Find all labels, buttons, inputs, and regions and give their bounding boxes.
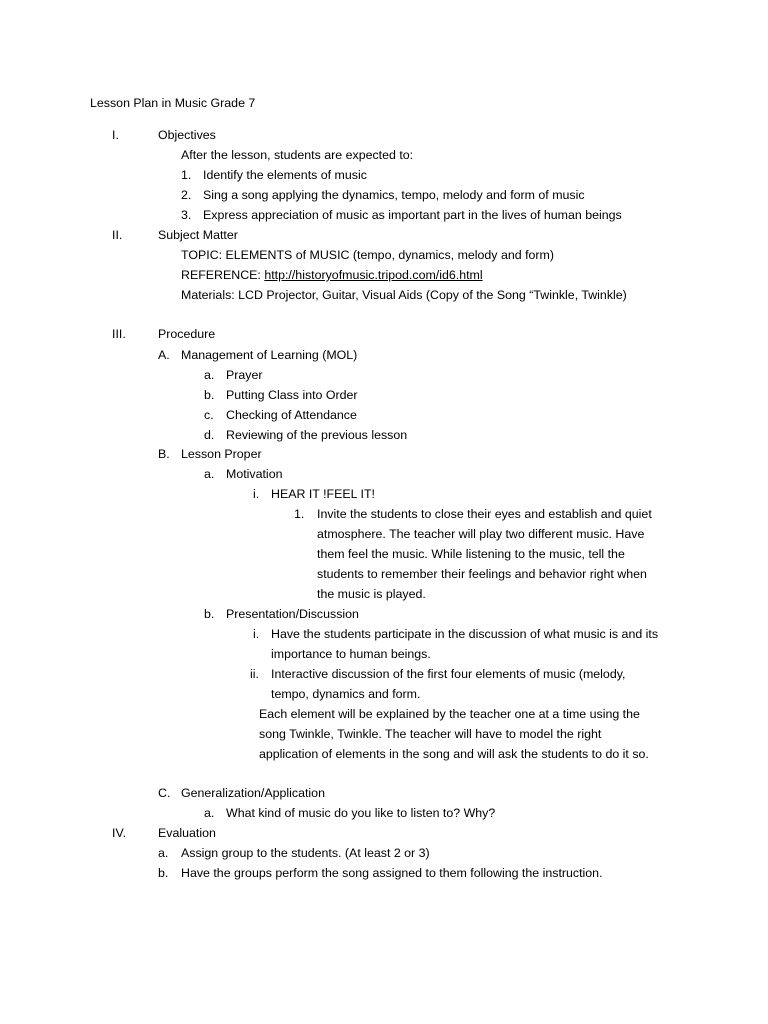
roman-numeral: i. (253, 487, 260, 501)
paragraph-line: Invite the students to close their eyes and establish and quiet (317, 507, 652, 521)
subsection-generalization: Generalization/Application (181, 786, 325, 800)
list-letter: c. (204, 408, 214, 422)
section-number: IV. (112, 826, 127, 840)
list-letter: B. (158, 447, 170, 461)
paragraph-line: atmosphere. The teacher will play two different music. Have (317, 527, 645, 541)
paragraph-line: Each element will be explained by the teacher one at a time using the (259, 707, 640, 721)
section-number: I. (112, 128, 119, 142)
section-number: II. (112, 228, 123, 242)
reference-label: REFERENCE: (181, 268, 265, 282)
paragraph-line: them feel the music. While listening to the music, tell the (317, 547, 625, 561)
list-letter: d. (204, 428, 215, 442)
materials-line: Materials: LCD Projector, Guitar, Visual Aids (Copy of the Song “Twinkle, Twinkle) (181, 288, 627, 302)
list-number: 1. (294, 507, 305, 521)
list-item: Reviewing of the previous lesson (226, 428, 408, 442)
list-letter: a. (204, 467, 215, 481)
list-item: What kind of music do you like to listen to? Why? (226, 806, 496, 820)
paragraph-line: the music is played. (317, 587, 426, 601)
list-item: Have the groups perform the song assigned to them following the instruction. (181, 866, 603, 880)
section-heading-evaluation: Evaluation (158, 826, 216, 840)
paragraph-line: Interactive discussion of the first four elements of music (melody, (271, 667, 626, 681)
list-letter: A. (158, 348, 170, 362)
list-letter: a. (158, 846, 169, 860)
section-heading-procedure: Procedure (158, 327, 216, 341)
list-letter: a. (204, 806, 215, 820)
objectives-intro: After the lesson, students are expected to: (181, 148, 414, 162)
subsection-lesson-proper: Lesson Proper (181, 447, 262, 461)
list-item: Express appreciation of music as important part in the lives of human beings (203, 208, 622, 222)
section-heading-objectives: Objectives (158, 128, 216, 142)
section-heading-subject-matter: Subject Matter (158, 228, 238, 242)
list-letter: C. (158, 786, 171, 800)
list-item: Putting Class into Order (226, 388, 358, 402)
paragraph-line: Have the students participate in the discussion of what music is and its (271, 627, 659, 641)
list-letter: b. (204, 388, 215, 402)
list-item: Assign group to the students. (At least 2 or 3) (181, 846, 430, 860)
motivation-label: Motivation (226, 467, 283, 481)
reference-link[interactable]: http://historyofmusic.tripod.com/id6.html (264, 268, 483, 282)
paragraph-line: students to remember their feelings and behavior right when (317, 567, 647, 581)
activity-title: HEAR IT !FEEL IT! (271, 487, 375, 501)
list-number: 2. (181, 188, 192, 202)
paragraph-line: song Twinkle, Twinkle. The teacher will have to model the right (259, 727, 602, 741)
roman-numeral: i. (253, 627, 260, 641)
list-item: Checking of Attendance (226, 408, 357, 422)
list-item: Prayer (226, 368, 263, 382)
paragraph-line: tempo, dynamics and form. (271, 687, 421, 701)
list-item: Identify the elements of music (203, 168, 367, 182)
document-title: Lesson Plan in Music Grade 7 (90, 96, 256, 110)
list-number: 1. (181, 168, 192, 182)
reference-line (181, 267, 483, 283)
list-letter: b. (158, 866, 169, 880)
topic-line: TOPIC: ELEMENTS of MUSIC (tempo, dynamics, melody and form) (181, 248, 554, 262)
list-letter: b. (204, 607, 215, 621)
paragraph-line: importance to human beings. (271, 647, 431, 661)
roman-numeral: ii. (250, 667, 259, 681)
list-number: 3. (181, 208, 192, 222)
subsection-mol: Management of Learning (MOL) (181, 348, 358, 362)
paragraph-line: application of elements in the song and will ask the students to do it so. (259, 747, 649, 761)
section-number: III. (112, 327, 126, 341)
list-item: Sing a song applying the dynamics, tempo, melody and form of music (203, 188, 585, 202)
list-letter: a. (204, 368, 215, 382)
presentation-label: Presentation/Discussion (226, 607, 359, 621)
